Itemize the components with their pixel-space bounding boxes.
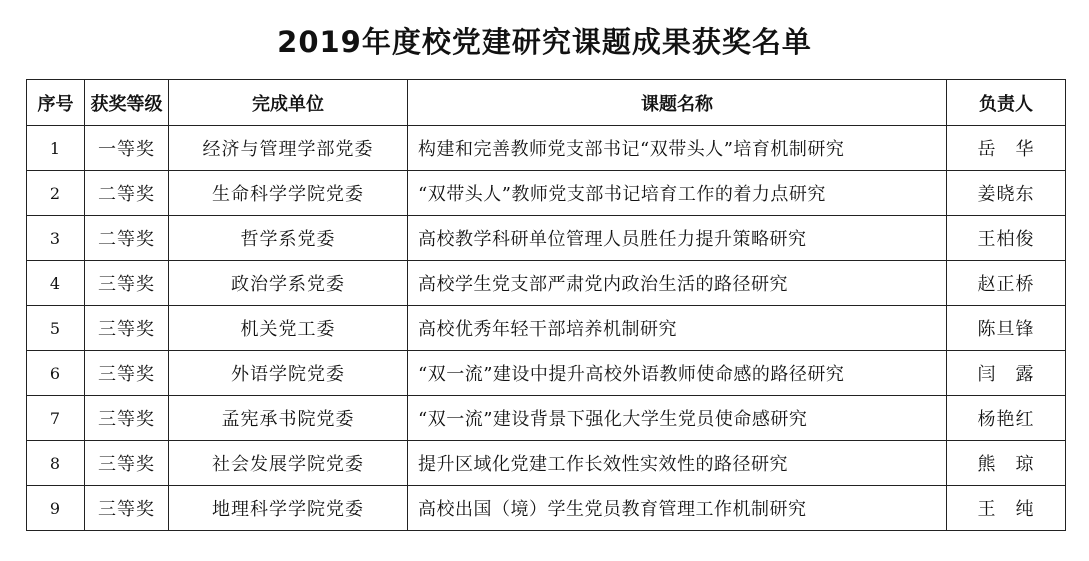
- cell-lead: 王柏俊: [947, 216, 1066, 261]
- table-row: [27, 261, 1066, 306]
- cell-unit: 哲学系党委: [169, 216, 408, 261]
- cell-topic: “双带头人”教师党支部书记培育工作的着力点研究: [408, 171, 947, 216]
- table-row: [27, 441, 1066, 486]
- cell-topic: 高校优秀年轻干部培养机制研究: [408, 306, 947, 351]
- cell-topic: 构建和完善教师党支部书记“双带头人”培育机制研究: [408, 126, 947, 171]
- cell-lead: 熊 琼: [947, 441, 1066, 486]
- cell-no: 7: [27, 396, 85, 441]
- cell-no: 1: [27, 126, 85, 171]
- cell-level: 三等奖: [85, 396, 169, 441]
- cell-lead: 姜晓东: [947, 171, 1066, 216]
- table-row: [27, 486, 1066, 531]
- cell-unit: 政治学系党委: [169, 261, 408, 306]
- table-row: [27, 126, 1066, 171]
- cell-unit: 社会发展学院党委: [169, 441, 408, 486]
- header-unit: 完成单位: [169, 80, 408, 126]
- cell-unit: 经济与管理学部党委: [169, 126, 408, 171]
- award-table: [26, 79, 1066, 531]
- cell-unit: 孟宪承书院党委: [169, 396, 408, 441]
- cell-level: 二等奖: [85, 171, 169, 216]
- cell-topic: “双一流”建设背景下强化大学生党员使命感研究: [408, 396, 947, 441]
- table-row: [27, 216, 1066, 261]
- cell-no: 9: [27, 486, 85, 531]
- cell-lead: 王 纯: [947, 486, 1066, 531]
- cell-level: 一等奖: [85, 126, 169, 171]
- cell-lead: 赵正桥: [947, 261, 1066, 306]
- page-title: 2019年度校党建研究课题成果获奖名单: [277, 25, 812, 59]
- cell-no: 5: [27, 306, 85, 351]
- table-row: [27, 396, 1066, 441]
- cell-level: 二等奖: [85, 216, 169, 261]
- cell-lead: 杨艳红: [947, 396, 1066, 441]
- cell-topic: 高校出国（境）学生党员教育管理工作机制研究: [408, 486, 947, 531]
- cell-level: 三等奖: [85, 306, 169, 351]
- header-lead: 负责人: [947, 80, 1066, 126]
- table-row: [27, 171, 1066, 216]
- cell-topic: 提升区域化党建工作长效性实效性的路径研究: [408, 441, 947, 486]
- cell-topic: “双一流”建设中提升高校外语教师使命感的路径研究: [408, 351, 947, 396]
- table-row: [27, 306, 1066, 351]
- header-level: 获奖等级: [85, 80, 169, 126]
- cell-unit: 外语学院党委: [169, 351, 408, 396]
- cell-no: 3: [27, 216, 85, 261]
- cell-unit: 机关党工委: [169, 306, 408, 351]
- cell-level: 三等奖: [85, 261, 169, 306]
- cell-no: 8: [27, 441, 85, 486]
- cell-no: 6: [27, 351, 85, 396]
- cell-unit: 生命科学学院党委: [169, 171, 408, 216]
- cell-unit: 地理科学学院党委: [169, 486, 408, 531]
- cell-no: 2: [27, 171, 85, 216]
- cell-level: 三等奖: [85, 351, 169, 396]
- cell-no: 4: [27, 261, 85, 306]
- cell-lead: 陈旦锋: [947, 306, 1066, 351]
- header-no: 序号: [27, 80, 85, 126]
- cell-level: 三等奖: [85, 486, 169, 531]
- cell-lead: 岳 华: [947, 126, 1066, 171]
- cell-topic: 高校教学科研单位管理人员胜任力提升策略研究: [408, 216, 947, 261]
- table-row: [27, 351, 1066, 396]
- header-topic: 课题名称: [408, 80, 947, 126]
- cell-level: 三等奖: [85, 441, 169, 486]
- cell-topic: 高校学生党支部严肃党内政治生活的路径研究: [408, 261, 947, 306]
- table-header-row: [27, 80, 1066, 126]
- cell-lead: 闫 露: [947, 351, 1066, 396]
